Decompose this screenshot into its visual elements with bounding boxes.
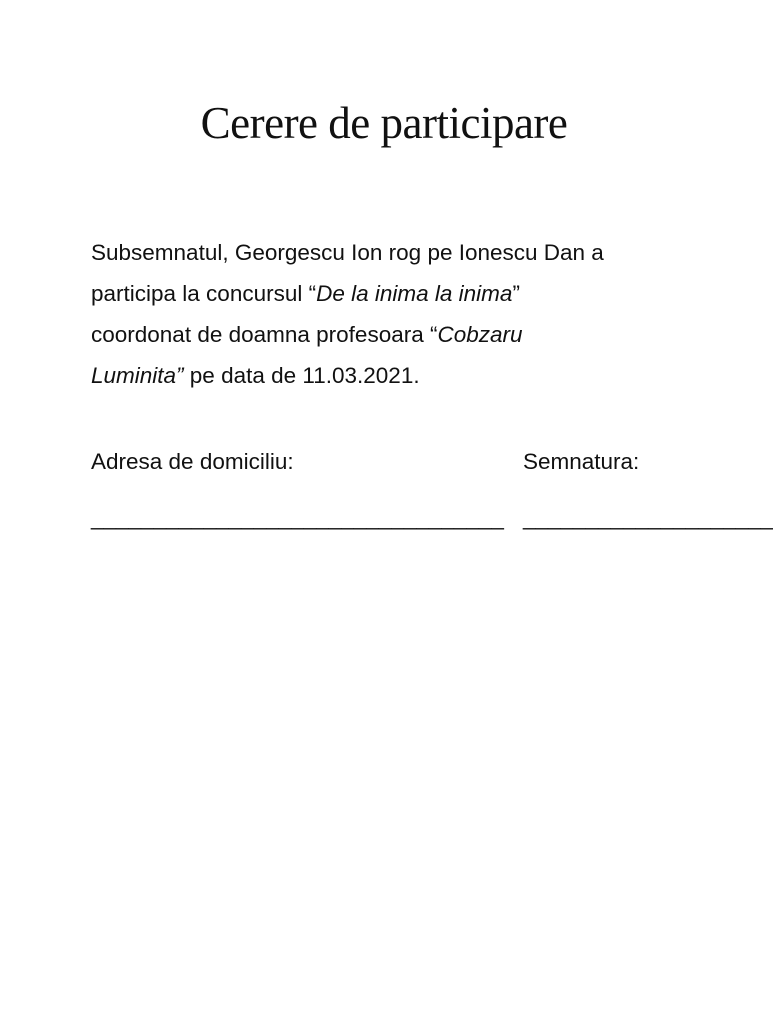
document-title: Cerere de participare — [200, 98, 568, 148]
signature-blank-line: ____________________ — [523, 505, 773, 530]
contest-name: De la inima la inima — [316, 281, 513, 306]
address-blank-line: _________________________________ — [91, 505, 504, 530]
request-paragraph — [91, 232, 691, 396]
paragraph-line-2-suffix: ” — [512, 281, 520, 306]
paragraph-line-1: Subsemnatul, Georgescu Ion rog pe Ionescu Dan a — [91, 240, 604, 265]
teacher-last-name: Luminita” — [91, 363, 184, 388]
paragraph-line-3-prefix: coordonat de doamna profesoara “ — [91, 322, 438, 347]
paragraph-line-4-suffix: pe data de 11.03.2021. — [183, 363, 420, 388]
teacher-first-name: Cobzaru — [437, 322, 523, 347]
address-label: Adresa de domiciliu: — [91, 449, 294, 474]
signature-label: Semnatura: — [523, 449, 640, 474]
paragraph-line-2-prefix: participa la concursul “ — [91, 281, 317, 306]
